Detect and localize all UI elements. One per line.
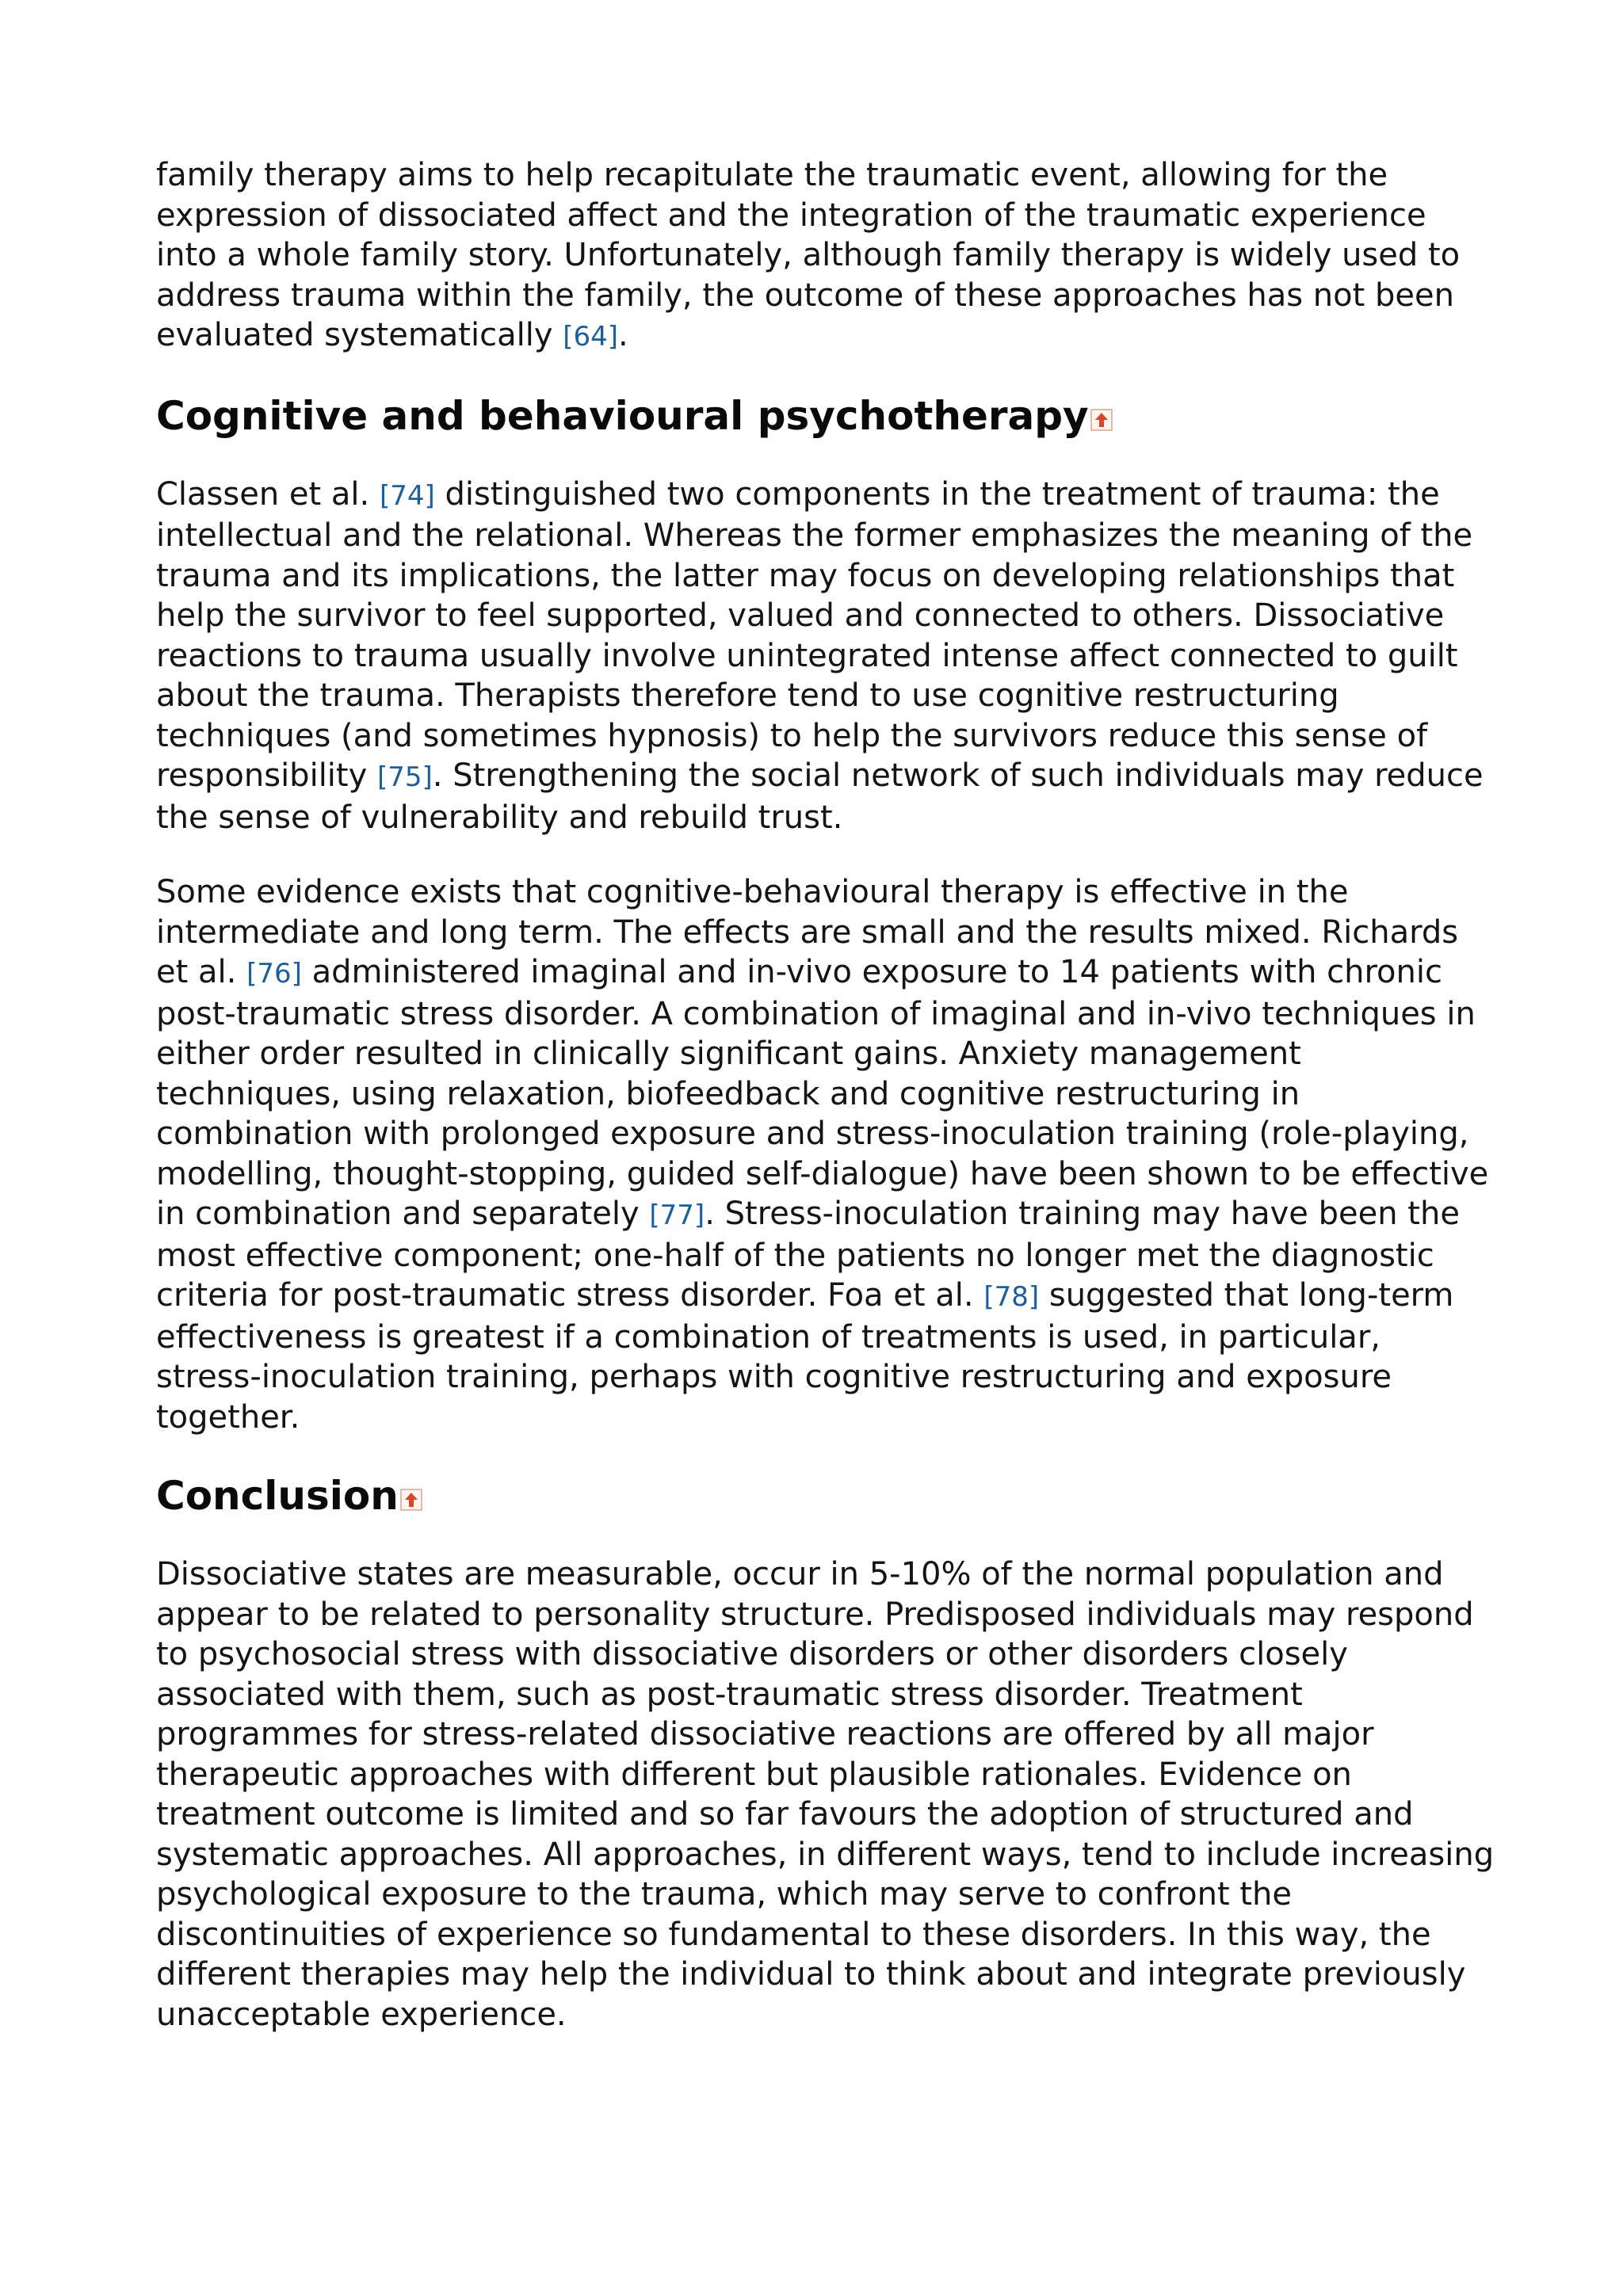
paragraph-family-therapy <box>156 155 1495 357</box>
paragraph-text: administered imaginal and in-vivo exposure to 14 patients with chronic post-traumatic stress disorder. A combination of imaginal and in-vivo techniques in either order resulted in clinically significant gains. Anxiety management techniques, using relaxation, biofeedback and cognitive restructuring in combination with prolonged exposure and stress-inoculation training (role-playing, modelling, thought-stopping, guided self-dialogue) have been shown to be effective in combination and separately <box>156 954 1489 1232</box>
paragraph-classen <box>156 475 1495 838</box>
heading-text: Conclusion <box>156 1473 399 1519</box>
paragraph-text: . <box>618 317 628 353</box>
citation-link-64[interactable]: [64] <box>563 321 618 353</box>
citation-link-77[interactable]: [77] <box>649 1199 705 1231</box>
section-heading-cbt <box>156 392 1495 440</box>
citation-link-76[interactable]: [76] <box>246 958 302 990</box>
paragraph-text: Dissociative states are measurable, occur in 5-10% of the normal population and appear to be related to personality structure. Predisposed individuals may respond to psychosocial stress with dissociative disorders or other disorders closely associated with them, such as post-traumatic stress disorder. Treatment programmes for stress-related dissociative reactions are offered by all major therapeutic approaches with different but plausible rationales. Evidence on treatment outcome is limited and so far favours the adoption of structured and systematic approaches. All approaches, in different ways, tend to include increasing psychological exposure to the trauma, which may serve to confront the discontinuities of experience so fundamental to these disorders. In this way, the different therapies may help the individual to think about and integrate previously unacceptable experience. <box>156 1556 1495 2033</box>
paragraph-text: distinguished two components in the treatment of trauma: the intellectual and the relational. Whereas the former emphasizes the meaning of the trauma and its implications, the latter may focus on developing relationships that help the survivor to feel supported, valued and connected to others. Dissociative reactions to trauma usually involve unintegrated intense affect connected to guilt about the trauma. Therapists therefore tend to use cognitive restructuring techniques (and sometimes hypnosis) to help the survivors reduce this sense of responsibility <box>156 475 1473 794</box>
paragraph-text: . Stress-inoculation training may have been the most effective component; one-half of the patients no longer met the diagnostic criteria for post-traumatic stress disorder. Foa et al. <box>156 1196 1460 1314</box>
paragraph-text: . Strengthening the social network of such individuals may reduce the sense of vulnerability and rebuild trust. <box>156 757 1484 836</box>
citation-link-78[interactable]: [78] <box>983 1281 1040 1313</box>
paragraph-text: Classen et al. <box>156 475 380 513</box>
heading-text: Cognitive and behavioural psychotherapy <box>156 392 1089 439</box>
paragraph-evidence <box>156 872 1495 1437</box>
back-to-top-icon[interactable] <box>1090 394 1113 416</box>
citation-link-75[interactable]: [75] <box>376 761 433 793</box>
paragraph-text: family therapy aims to help recapitulate the traumatic event, allowing for the expression of dissociated affect and the integration of the traumatic experience into a whole family story. Unfortunately, although family therapy is widely used to address trauma within the family, the outcome of these approaches has not been evaluated systematically <box>156 157 1461 353</box>
paragraph-text: suggested that long-term effectiveness is greatest if a combination of treatments is used, in particular, stress-inoculation training, perhaps with cognitive restructuring and exposure together. <box>156 1277 1454 1436</box>
article-body <box>156 155 1495 2069</box>
section-heading-conclusion <box>156 1472 1495 1520</box>
paragraph-text: Some evidence exists that cognitive-behavioural therapy is effective in the intermediate and long term. The effects are small and the results mixed. Richards et al. <box>156 874 1459 990</box>
back-to-top-icon[interactable] <box>400 1474 422 1496</box>
citation-link-74[interactable]: [74] <box>379 479 435 512</box>
paragraph-conclusion <box>156 1554 1495 2035</box>
